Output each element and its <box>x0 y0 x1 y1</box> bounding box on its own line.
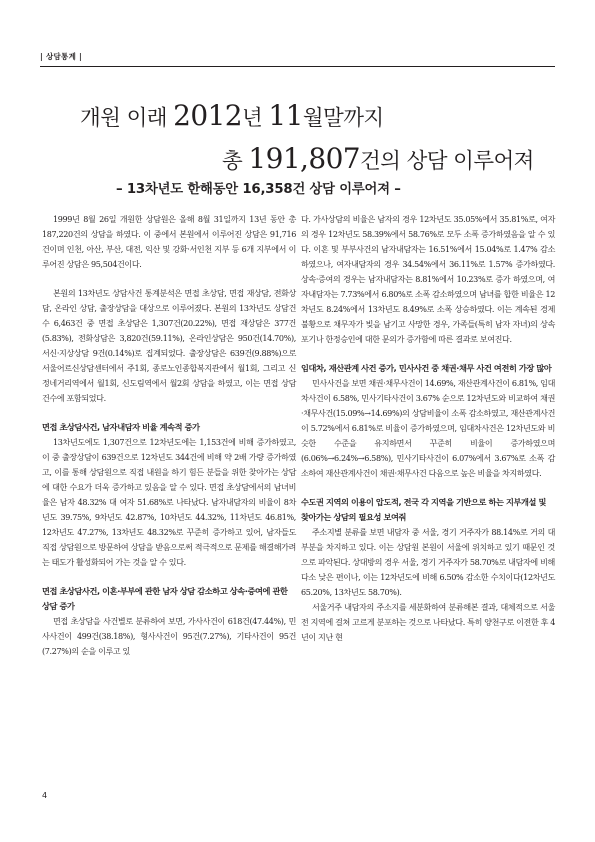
headline-text: 건의 상담 이루어져 <box>360 149 534 174</box>
top-rule <box>40 66 555 67</box>
headline-line-1 <box>80 99 384 132</box>
paragraph: 다. 가사상담의 비율은 남자의 경우 12차년도 35.05%에서 35.81%로, 여자의 경우 12차년도 58.39%에서 58.76%로 모두 소폭 증가하였음을 알 수 있다. 이혼 및 부부사건의 남자내담자는 16.51%에서 15.04%로 1.47% 감소하였으나, 여자내담자의 경우 34.54%에서 36.11%로 1.57% 증가하였다. 상속·증여의 경우는 남자내담자는 8.81%에서 10.23%로 증가 하였으며, 여자내담자는 7.73%에서 6.80%로 소폭 감소하였으며 남녀를 합한 비율은 12차년도 8.24%에서 13차년도 8.49%로 소폭 상승하였다. 이는 계속된 경제불황으로 채무자가 빚을 남기고 사망한 경우, 가족들(특히 남자 자녀)의 상속포기나 한정승인에 대한 문의가 증가함에 따른 결과로 보여진다. <box>301 215 555 344</box>
right-column <box>301 212 555 645</box>
section-heading: 면접 초상담사건, 이혼·부부에 관한 남자 상담 감소하고 상속·증여에 관한 상담 증가 <box>42 586 288 611</box>
headline-text: 개원 이래 <box>80 106 174 131</box>
section-heading: 면접 초상담사건, 남자내담자 비율 계속적 증가 <box>42 422 200 432</box>
section-tag: | 상담통계 | <box>40 52 83 61</box>
headline-month: 11 <box>268 99 303 132</box>
page-number: 4 <box>42 791 48 800</box>
headline-text: 총 <box>222 149 249 174</box>
paragraph: 주소지별 분류를 보면 내담자 중 서울, 경기 거주자가 88.14%로 거의 대부분을 차지하고 있다. 이는 상담원 본원이 서울에 위치하고 있기 때문인 것으로 파악된다. 상대방의 경우 서울, 경기 거주자가 58.70%로 내담자에 비해 다소 낮은 편이나, 이는 12차년도에 비해 6.50% 감소한 수치이다(12차년도 65.20%, 13차년도 58.70%). <box>301 528 555 597</box>
paragraph: 1999년 8월 26일 개원한 상담원은 올해 8월 31일까지 13년 동안 총 187,220건의 상담을 하였다. 이 중에서 본원에서 이루어진 상담은 91,716건이며 인천, 아산, 부산, 대전, 익산 및 강화·서인천 지부 등 6개 지부에서 이루어진 상담은 95,504건이다. <box>42 215 296 269</box>
paragraph: 민사사건을 보면 채권·채무사건이 14.69%, 재산관계사건이 6.81%, 임대차사건이 6.58%, 민사기타사건이 3.67% 순으로 12차년도와 비교하여 채권·채무사건(15.09%→14.69%)의 상담비율이 소폭 감소하였고, 재산관계사건이 5.72%에서 6.81%로 비율이 증가하였으며, 임대차사건은 12차년도와 비슷한 수준을 유지하면서 꾸준히 비율이 증가하였으며(6.06%→6.24%→6.58%), 민사기타사건이 6.07%에서 3.67%로 소폭 감소하여 재산관계사건이 채권·채무사건 다음으로 높은 비율을 차지하였다. <box>301 379 556 478</box>
headline-text: 년 <box>242 106 269 131</box>
subtitle: – 13차년도 한해동안 16,358건 상담 이루어져 – <box>116 182 401 197</box>
section-heading: 수도권 지역의 이용이 압도적, 전국 각 지역을 기반으로 하는 지부개설 및 찾아가는 상담의 필요성 보여줘 <box>301 497 546 522</box>
paragraph: 13차년도에도 1,307건으로 12차년도에는 1,153건에 비해 증가하였고, 이 중 출장상담이 639건으로 12차년도 344건에 비해 약 2배 가량 증가하였고, 이를 통해 상담원으로 직접 내원을 하기 힘든 분들을 위한 찾아가는 상담에 대한 수요가 더욱 증가하고 있음을 알 수 있다. 면접 초상담에서의 남녀비율은 남자 48.32% 대 여자 51.68%로 나타났다. 남자내담자의 비율이 8차년도 39.75%, 9차년도 42.87%, 10차년도 44.32%, 11차년도 46.81%, 12차년도 47.27%, 13차년도 48.32%로 꾸준히 증가하고 있어, 남자들도 직접 상담원으로 방문하여 상담을 받음으로써 적극적으로 문제를 해결해가려는 태도가 활성화되어 가는 것을 알 수 있다. <box>42 438 296 567</box>
headline-count: 191,807 <box>248 142 360 175</box>
paragraph: 본원의 13차년도 상담사건 통계분석은 면접 초상담, 면접 재상담, 전화상담, 온라인 상담, 출장상담을 대상으로 이루어졌다. 본원의 13차년도 상담건수 6,463건 중 면접 초상담은 1,307건(20.22%), 면접 재상담은 377건(5.83%), 전화상담은 3,820건(59.11%), 온라인상담은 950건(14.70%), 서신·지상상담 9건(0.14%)로 집계되었다. 출장상담은 639건(9.88%)으로 서울어르신상담센터에서 주1회, 종로노인종합복지관에서 월1회, 그리고 신정네거리역에서 월1회, 신도림역에서 월2회 상담을 하였고, 이는 면접 상담건수에 포함되었다. <box>42 289 296 403</box>
left-column <box>42 212 296 659</box>
section-heading: 임대차, 재산관계 사건 증가, 민사사건 중 채권·채무 사건 여전히 가장 많아 <box>301 363 552 373</box>
paragraph: 면접 초상담을 사건별로 분류하여 보면, 가사사건이 618건(47.44%), 민사사건이 499건(38.18%), 형사사건이 95건(7.27%), 기타사건이 95건(7.27%)의 순을 이루고 있 <box>42 617 296 656</box>
headline-year: 2012 <box>173 99 243 132</box>
paragraph: 서울거주 내담자의 주소지를 세분화하여 분류해본 결과, 대체적으로 서울 전 지역에 걸쳐 고르게 분포하는 것으로 나타났다. 특히 양천구로 이전한 후 4년이 지난 현 <box>301 603 555 642</box>
headline-line-2 <box>222 142 534 175</box>
headline-text: 월말까지 <box>302 106 384 131</box>
